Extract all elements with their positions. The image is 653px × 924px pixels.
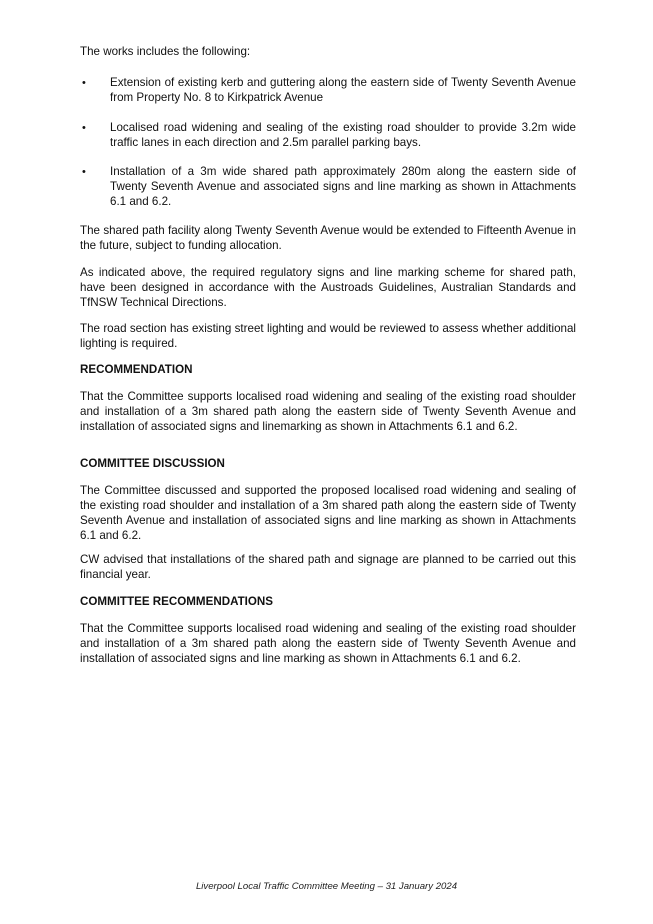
committee-recommendations-heading: COMMITTEE RECOMMENDATIONS xyxy=(80,595,274,608)
paragraph-street-lighting: The road section has existing street lighting and would be reviewed to assess whether additional lighting is required. xyxy=(80,322,576,350)
intro-text: The works includes the following: xyxy=(80,45,251,58)
bullet-marker: • xyxy=(82,166,86,178)
bullet-item-widening: Localised road widening and sealing of the existing road shoulder to provide 3.2m wide traffic lanes in each direction and 2.5m parallel parking bays. xyxy=(110,121,576,149)
committee-discussion-text: The Committee discussed and supported the proposed localised road widening and sealing of the existing road shoulder and installation of a 3m shared path along the eastern side of Twenty Seventh Avenue and installation of associated signs and line marking as shown in Attachments 6.1 and 6.2. xyxy=(80,484,576,542)
paragraph-signs-design: As indicated above, the required regulatory signs and line marking scheme for shared path, have been designed in accordance with the Austroads Guidelines, Australian Standards and TfNSW Technical Directions. xyxy=(80,266,576,309)
paragraph-future-extension: The shared path facility along Twenty Seventh Avenue would be extended to Fifteenth Avenue in the future, subject to funding allocation. xyxy=(80,224,576,252)
recommendation-heading: RECOMMENDATION xyxy=(80,363,193,376)
committee-recommendations-text: That the Committee supports localised road widening and sealing of the existing road shoulder and installation of a 3m shared path along the eastern side of Twenty Seventh Avenue and installation of associated signs and line marking as shown in Attachments 6.1 and 6.2. xyxy=(80,622,576,665)
bullet-marker: • xyxy=(82,122,86,134)
bullet-item-shared-path: Installation of a 3m wide shared path approximately 280m along the eastern side of Twenty Seventh Avenue and associated signs and line marking as shown in Attachments 6.1 and 6.2. xyxy=(110,165,576,208)
recommendation-text: That the Committee supports localised road widening and sealing of the existing road shoulder and installation of a 3m shared path along the eastern side of Twenty Seventh Avenue and installation of associated signs and linemarking as shown in Attachments 6.1 and 6.2. xyxy=(80,390,576,433)
bullet-marker: • xyxy=(82,77,86,89)
page-footer: Liverpool Local Traffic Committee Meeting – 31 January 2024 xyxy=(195,881,458,892)
committee-discussion-heading: COMMITTEE DISCUSSION xyxy=(80,457,225,470)
committee-advice-text: CW advised that installations of the shared path and signage are planned to be carried out this financial year. xyxy=(80,553,576,581)
bullet-item-kerb: Extension of existing kerb and guttering along the eastern side of Twenty Seventh Avenue from Property No. 8 to Kirkpatrick Avenue xyxy=(110,76,576,104)
